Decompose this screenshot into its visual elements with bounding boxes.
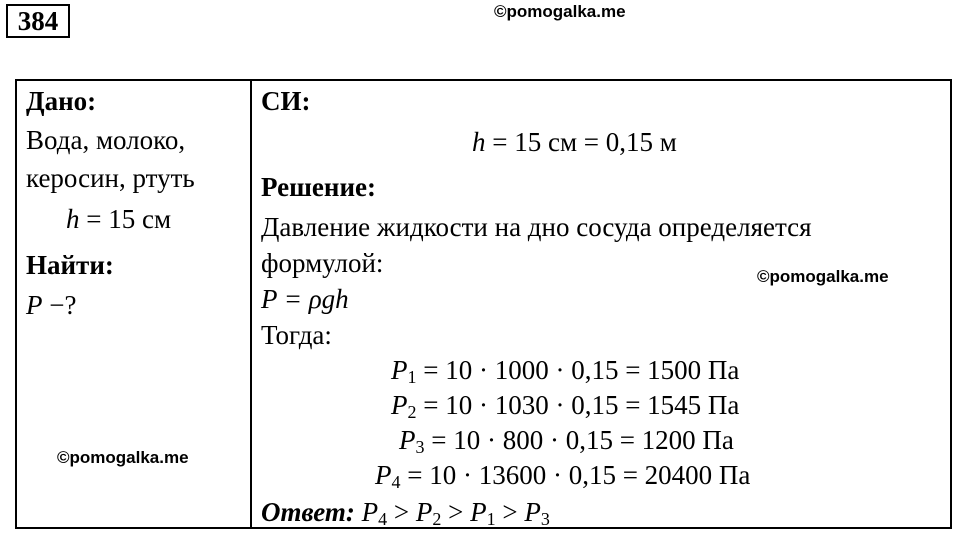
ans-var2: P [415,497,433,527]
given-substances-line1: Вода, молоко, [26,125,186,155]
watermark-left: ©pomogalka.me [57,448,189,467]
si-h-var: h [472,127,486,157]
eq1-rest: = 10 · 1000 · 0,15 = 1500 Па [416,355,740,385]
solution-text-line1: Давление жидкости на дно сосуда определяется [261,212,812,242]
find-question: −? [42,290,77,320]
eq1-sub: 1 [407,367,417,387]
ans-var1: P [361,497,379,527]
eq2-rest: = 10 · 1030 · 0,15 = 1545 Па [416,390,740,420]
find-heading: Найти: [26,250,114,280]
watermark-top: ©pomogalka.me [494,2,626,21]
ans-sub2: 2 [432,509,442,529]
given-substances-line2: керосин, ртуть [26,163,195,193]
eq4-rest: = 10 · 13600 · 0,15 = 20400 Па [400,460,751,490]
given-heading: Дано: [26,86,97,116]
eq1-var: P [391,355,408,385]
ans-sub1: 4 [378,509,388,529]
watermark-right: ©pomogalka.me [757,267,889,286]
eq3-rest: = 10 · 800 · 0,15 = 1200 Па [424,425,734,455]
eq2-sub: 2 [407,402,417,422]
find-unknown [26,288,76,322]
find-var: P [26,290,43,320]
answer-line [261,495,550,536]
si-h-value: = 15 см = 0,15 м [485,127,677,157]
pressure-formula: P = ρgh [261,284,349,314]
ans-sub4: 3 [540,509,550,529]
given-h-var: h [66,204,80,234]
eq3-var: P [399,425,416,455]
problem-number: 384 [6,4,70,38]
ans-var3: P [470,497,487,527]
solution-text-line2: формулой: [261,248,384,278]
ans-sub3: 1 [486,509,496,529]
si-heading: СИ: [261,86,311,116]
equation-p4 [375,458,750,499]
given-h-value: = 15 см [79,204,172,234]
eq2-var: P [391,390,408,420]
ans-var4: P [524,497,541,527]
answer-label: Ответ: [261,497,355,527]
column-divider [250,79,252,529]
solution-heading: Решение: [261,172,376,202]
ans-op1: > [387,497,416,527]
ans-op3: > [495,497,525,527]
then-label: Тогда: [261,320,332,350]
given-height [66,202,171,236]
eq4-sub: 4 [391,472,401,492]
si-conversion [472,125,677,159]
eq3-sub: 3 [415,437,425,457]
ans-op2: > [441,497,471,527]
eq4-var: P [375,460,392,490]
